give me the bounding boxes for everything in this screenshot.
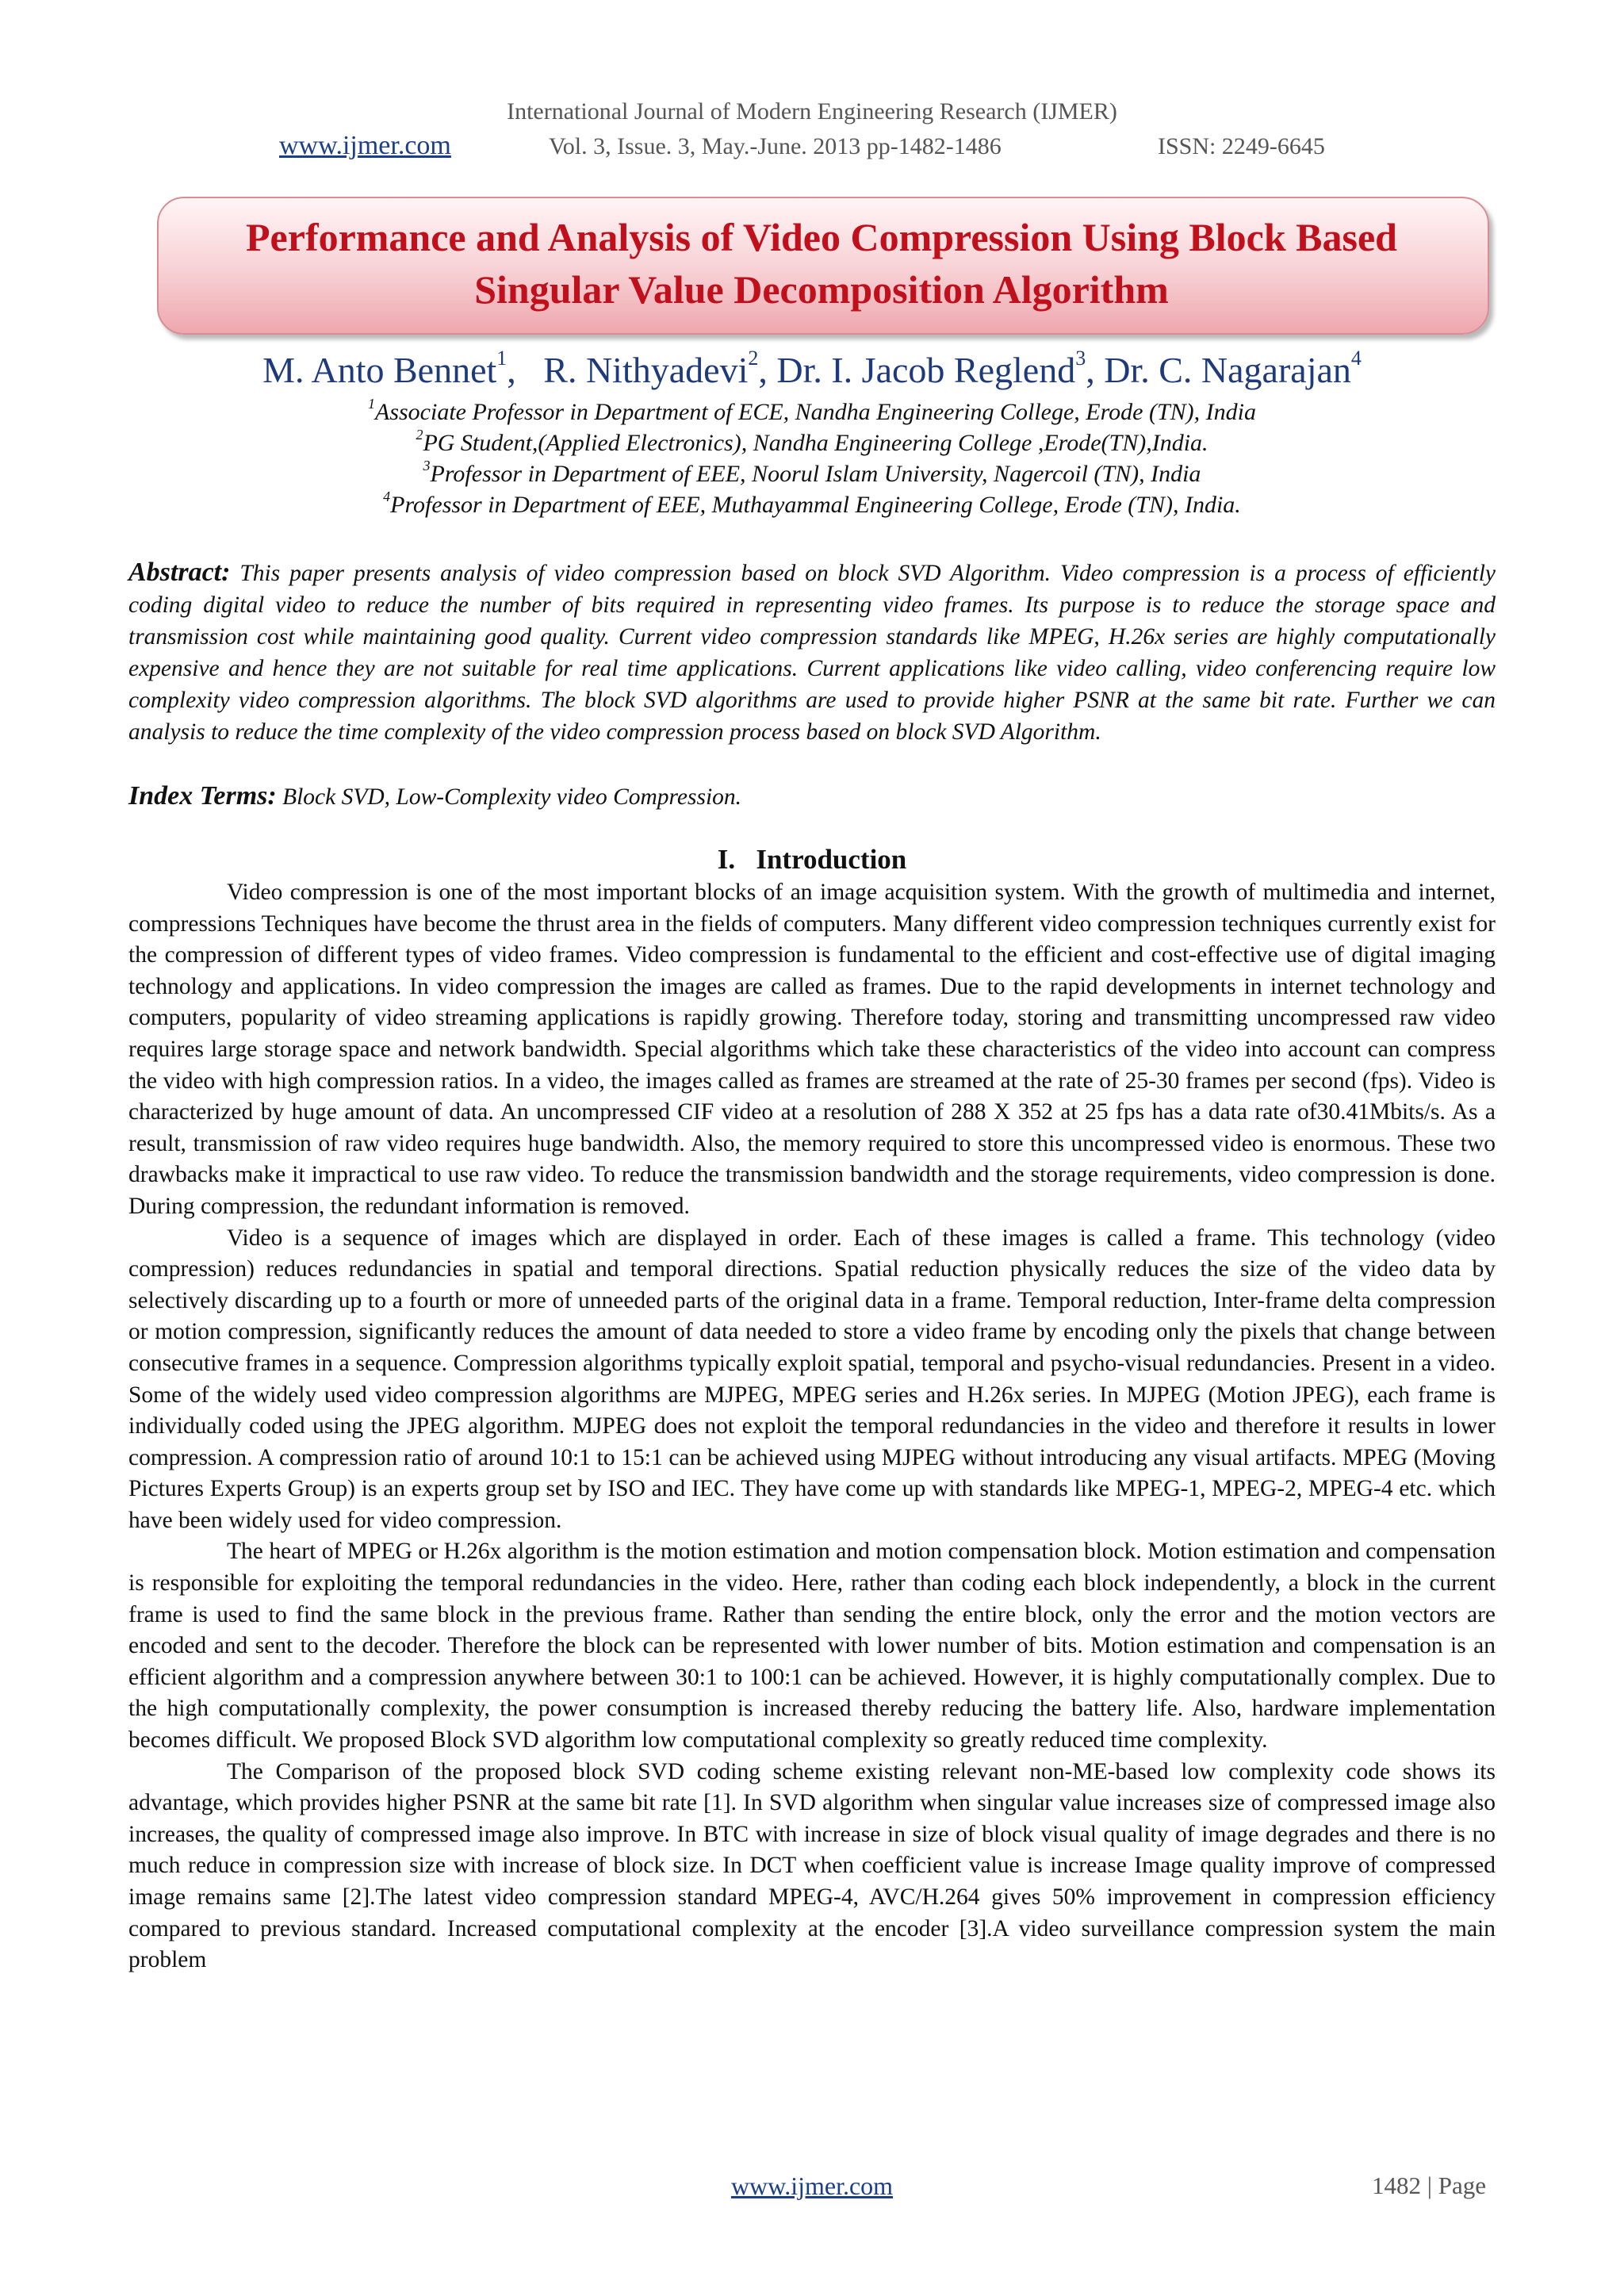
title-line-2: Singular Value Decomposition Algorithm	[474, 267, 1169, 312]
title-line-1: Performance and Analysis of Video Compression Using Block Based	[246, 215, 1397, 259]
footer-url-link[interactable]: www.ijmer.com	[730, 2171, 894, 2200]
index-terms-label: Index Terms:	[128, 781, 277, 811]
affiliation-3	[0, 458, 1624, 488]
affiliation-4	[0, 489, 1624, 519]
affiliation-sup: 4	[383, 489, 391, 504]
issn: ISSN: 2249-6645	[1158, 133, 1325, 159]
author-sup: 4	[1350, 347, 1362, 370]
affiliation-sup: 2	[416, 427, 423, 443]
author-separator: ,	[1086, 350, 1105, 390]
abstract-text: This paper presents analysis of video compression based on block SVD Algorithm. Video compression is a process of efficiently coding digital video to reduce the number of bits required in representing video frames. Its purpose is to reduce the storage space and transmission cost while maintaining good quality. Current video compression standards like MPEG, H.26x series are highly computationally expensive and hence they are not suitable for real time applications. Current applications like video calling, video conferencing require low complexity video compression algorithms. The block SVD algorithms are used to provide higher PSNR at the same bit rate. Further we can analysis to reduce the time complexity of the video compression process based on block SVD Algorithm.	[128, 561, 1496, 745]
journal-url-link[interactable]: www.ijmer.com	[279, 131, 451, 160]
index-terms	[128, 780, 1496, 813]
paragraph: Video is a sequence of images which are displayed in order. Each of these images is called a frame. This technology (video compression) reduces redundancies in spatial and temporal directions. Spatial reduction physically reduces the size of the video data by selectively discarding up to a fourth or more of unneeded parts of the original data in a frame. Temporal reduction, Inter-frame delta compression or motion compression, significantly reduces the amount of data needed to store a video frame by encoding only the pixels that change between consecutive frames in a sequence. Compression algorithms typically exploit spatial, temporal and psycho-visual redundancies. Present in a video. Some of the widely used video compression algorithms are MJPEG, MPEG series and H.26x series. In MJPEG (Motion JPEG), each frame is individually coded using the JPEG algorithm. MJPEG does not exploit the temporal redundancies in the video and therefore it results in lower compression. A compression ratio of around 10:1 to 15:1 can be achieved using MJPEG without introducing any visual artifacts. MPEG (Moving Pictures Experts Group) is an experts group set by ISO and IEC. They have come up with standards like MPEG-1, MPEG-2, MPEG-4 etc. which have been widely used for video compression.	[128, 1225, 1496, 1533]
author-list	[0, 349, 1624, 391]
author-sup: 3	[1075, 347, 1086, 370]
paragraph: Video compression is one of the most important blocks of an image acquisition system. With the growth of multimedia and internet, compressions Techniques have become the thrust area in the fields of computers. Many different video compression techniques currently exist for the compression of different types of video frames. Video compression is fundamental to the efficient and cost-effective use of digital imaging technology and applications. In video compression the images are called as frames. Due to the rapid developments in internet technology and computers, popularity of video streaming applications is rapidly growing. Therefore today, storing and transmitting uncompressed raw video requires large storage space and network bandwidth. Special algorithms which take these characteristics of the video into account can compress the video with high compression ratios. In a video, the images called as frames are streamed at the rate of 25-30 frames per second (fps). Video is characterized by huge amount of data. An uncompressed CIF video at a resolution of 288 X 352 at 25 fps has a data rate of30.41Mbits/s. As a result, transmission of raw video requires huge bandwidth. Also, the memory required to store this uncompressed video is enormous. These two drawbacks make it impractical to use raw video. To reduce the transmission bandwidth and the storage requirements, video compression is done. During compression, the redundant information is removed.	[128, 880, 1496, 1219]
author-separator: ,	[758, 350, 777, 390]
author-name: Dr. C. Nagarajan	[1104, 350, 1351, 390]
affiliation-2	[0, 427, 1624, 457]
affiliation-text: Professor in Department of EEE, Noorul Islam University, Nagercoil (TN), India	[430, 461, 1201, 487]
abstract-label: Abstract:	[128, 558, 231, 587]
affiliation-text: PG Student,(Applied Electronics), Nandha Engineering College ,Erode(TN),India.	[423, 430, 1208, 456]
paragraph: The heart of MPEG or H.26x algorithm is the motion estimation and motion compensation block. Motion estimation and compensation is responsible for exploiting the temporal redundancies in the video. Here, rather than coding each block independently, a block in the current frame is used to find the same block in the previous frame. Rather than sending the entire block, only the error and the motion vectors are encoded and sent to the decoder. Therefore the block can be represented with lower number of bits. Motion estimation and compensation is an efficient algorithm and a compression anywhere between 30:1 to 100:1 can be achieved. However, it is highly computationally complex. Due to the high computationally complexity, the power consumption is increased thereby reducing the battery life. Also, hardware implementation becomes difficult. We proposed Block SVD algorithm low computational complexity so greatly reduced time complexity.	[128, 1539, 1496, 1754]
author-name: M. Anto Bennet	[262, 350, 497, 390]
section-body	[128, 877, 1496, 1976]
author-separator: ,	[507, 350, 544, 390]
author-sup: 2	[748, 347, 759, 370]
affiliation-text: Professor in Department of EEE, Muthayammal Engineering College, Erode (TN), India.	[390, 492, 1241, 518]
paper-title	[157, 211, 1486, 316]
section-heading: I. Introduction	[717, 844, 907, 875]
abstract	[128, 557, 1496, 748]
journal-name: International Journal of Modern Engineering Research (IJMER)	[507, 98, 1117, 125]
affiliation-sup: 1	[368, 396, 375, 412]
affiliation-1	[0, 396, 1624, 426]
index-terms-text: Block SVD, Low-Complexity video Compression.	[276, 784, 742, 810]
author-name: Dr. I. Jacob Reglend	[776, 350, 1076, 390]
affiliation-text: Associate Professor in Department of ECE, Nandha Engineering College, Erode (TN), India	[375, 399, 1256, 425]
author-name: R. Nithyadevi	[543, 350, 749, 390]
volume-info: Vol. 3, Issue. 3, May.-June. 2013 pp-1482-1486	[549, 133, 1002, 159]
author-sup: 1	[496, 347, 508, 370]
paragraph: The Comparison of the proposed block SVD coding scheme existing relevant non-ME-based low complexity code shows its advantage, which provides higher PSNR at the same bit rate [1]. In SVD algorithm when singular value increases size of compressed image also increases, the quality of compressed image also improve. In BTC with increase in size of block visual quality of image degrades and there is no much reduce in compression size with increase of block size. In DCT when coefficient value is increase Image quality improve of compressed image remains same [2].The latest video compression standard MPEG-4, AVC/H.264 gives 50% improvement in compression efficiency compared to previous standard. Increased computational complexity at the encoder [3].A video surveillance compression system the main problem	[128, 1758, 1496, 1973]
page-number: 1482 | Page	[1372, 2171, 1486, 2199]
affiliation-sup: 3	[423, 458, 431, 473]
